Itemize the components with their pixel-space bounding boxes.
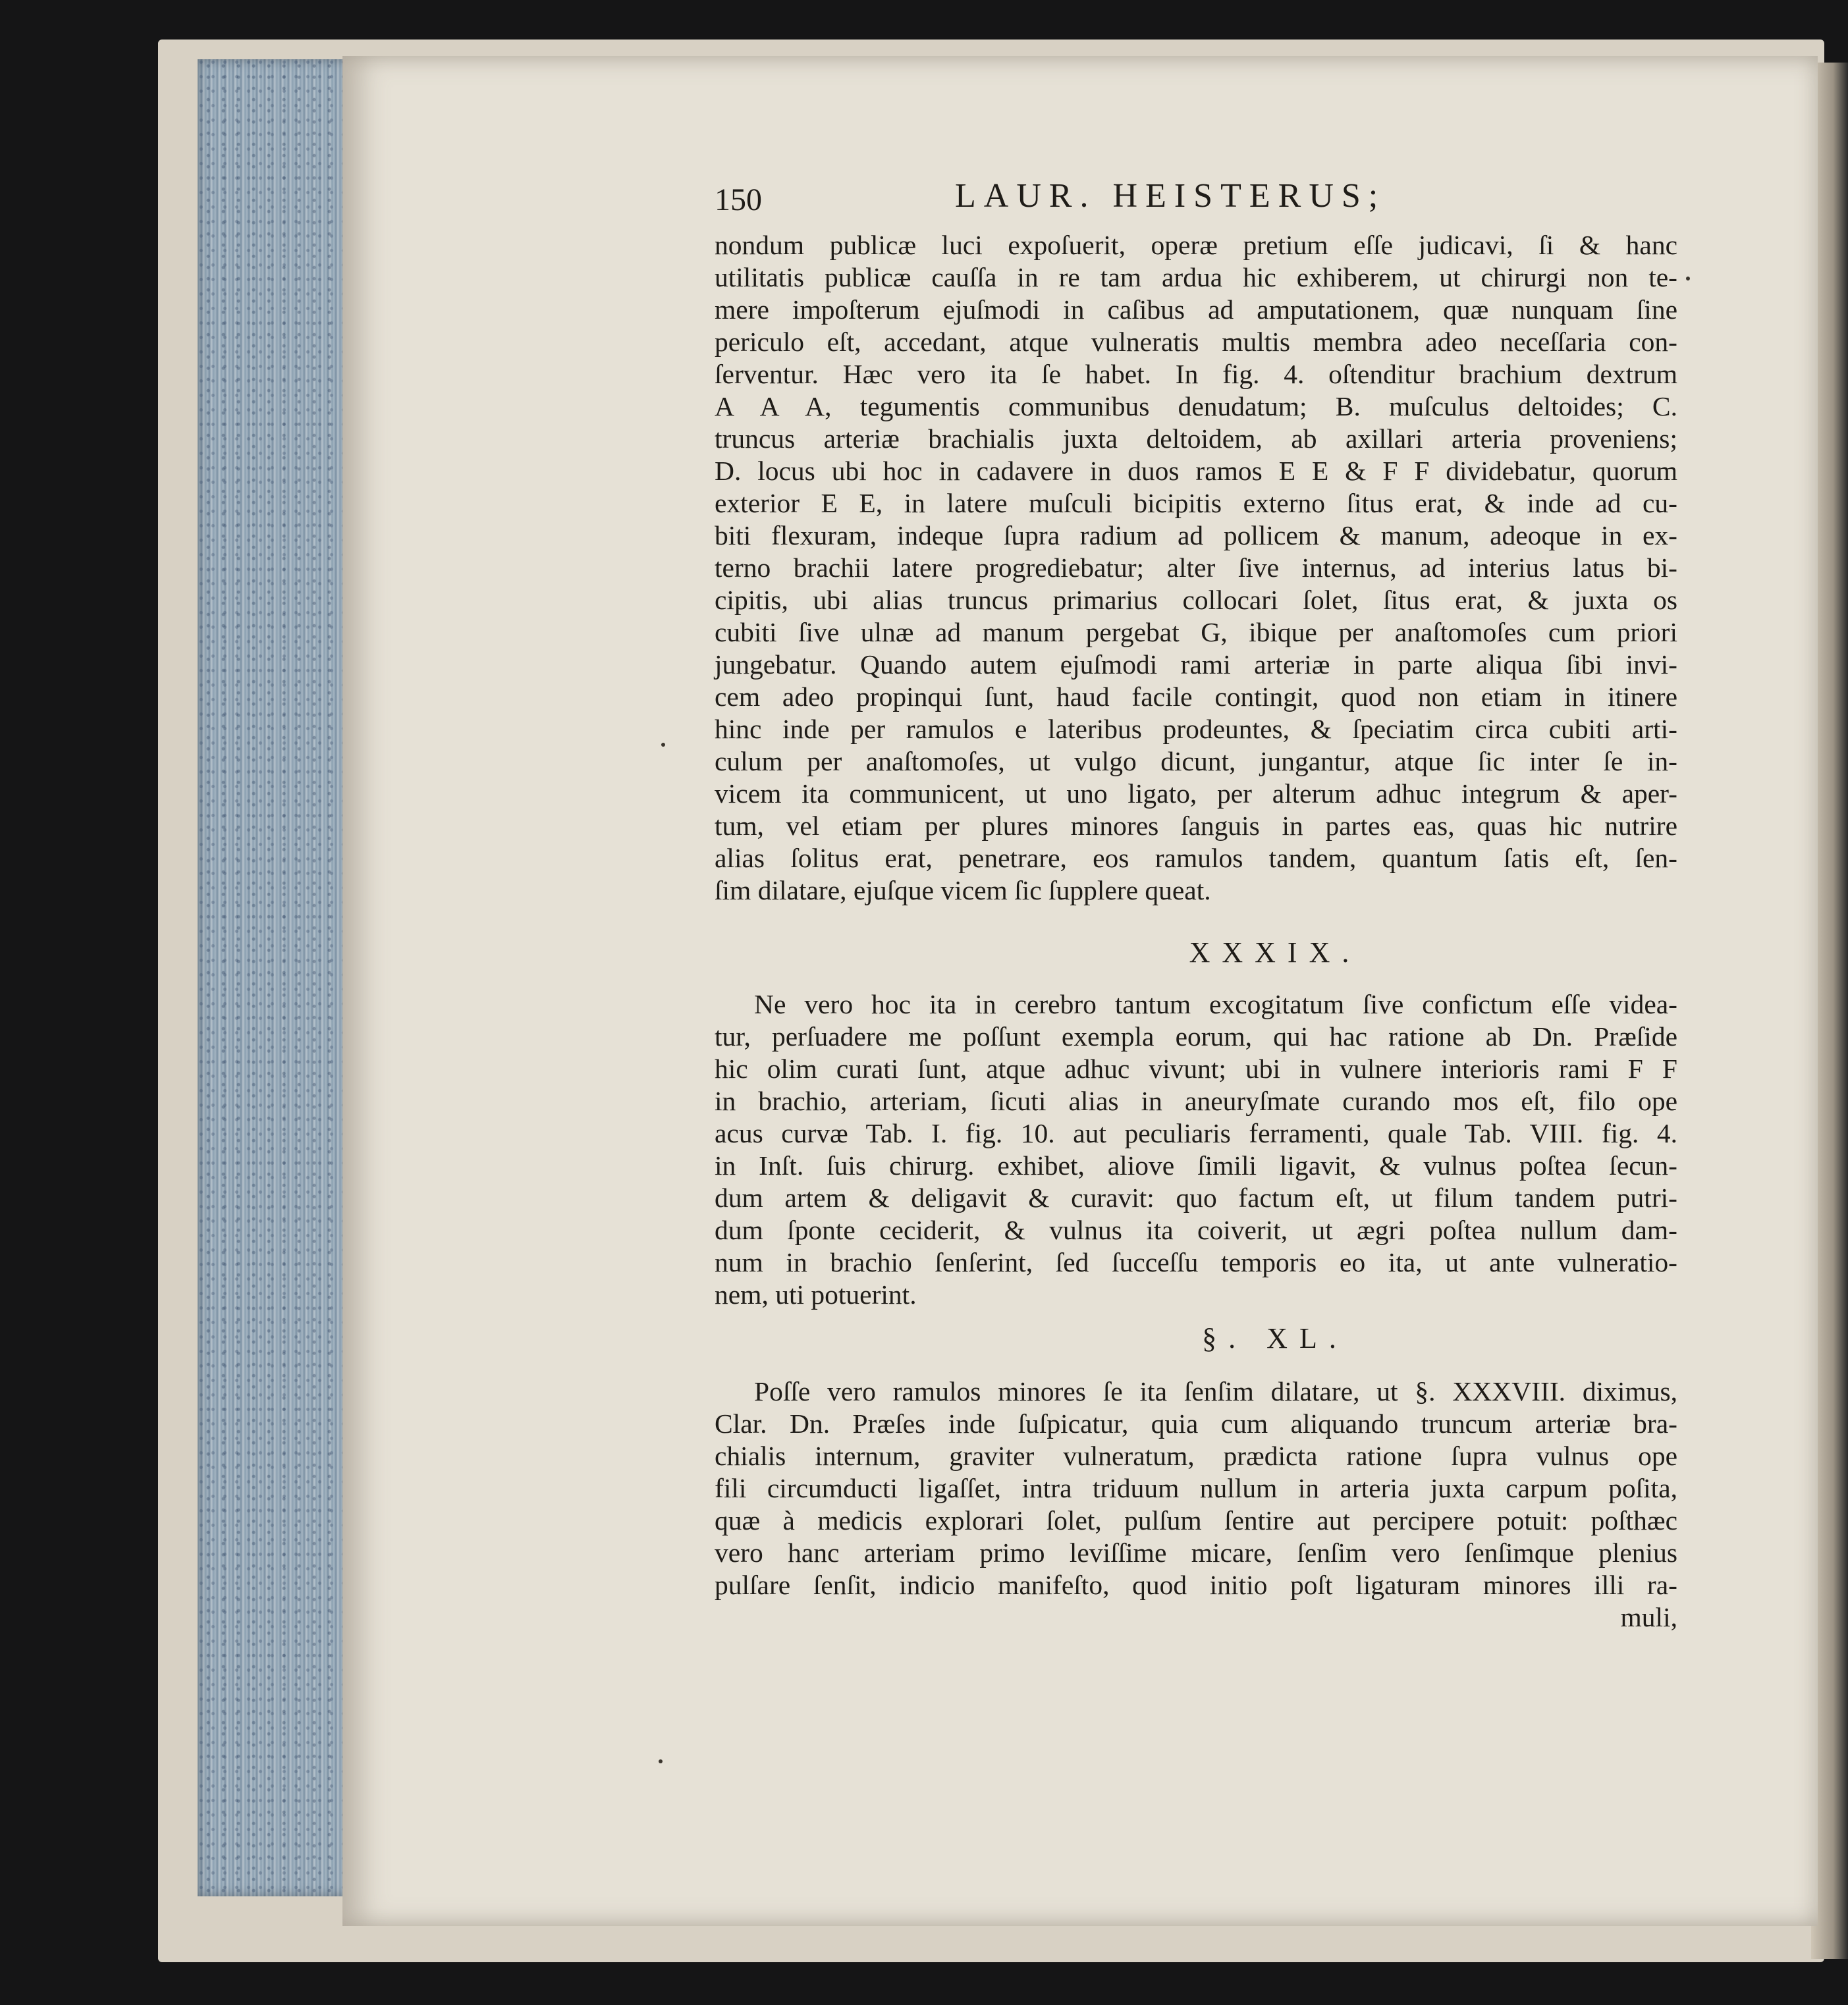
text-line: vicem ita communicent, ut uno ligato, per alterum adhuc integrum & aper- [715, 778, 1677, 809]
text-line: ſerventur. Hæc vero ita ſe habet. In fig. 4. oſtenditur brachium dextrum [715, 359, 1677, 389]
text-line: acus curvæ Tab. I. fig. 10. aut peculiaris ferramenti, quale Tab. VIII. fig. 4. [715, 1118, 1677, 1148]
ink-speck [1686, 277, 1690, 281]
text-line: utilitatis publicæ cauſſa in re tam ardua hic exhiberem, ut chirurgi non te- [715, 262, 1677, 292]
text-line: culum per anaſtomoſes, ut vulgo dicunt, jungantur, atque ſic inter ſe in- [715, 746, 1677, 776]
ink-speck [659, 1759, 663, 1763]
text-line: D. locus ubi hoc in cadavere in duos ramos E E & F F dividebatur, quorum [715, 456, 1677, 486]
running-title: LAUR. HEISTERUS; [955, 177, 1386, 215]
text-line: jungebatur. Quando autem ejuſmodi rami arteriæ in parte aliqua ſibi invi- [715, 649, 1677, 680]
text-line: tur, perſuadere me poſſunt exempla eorum, qui hac ratione ab Dn. Præſide [715, 1021, 1677, 1052]
text-line: tum, vel etiam per plures minores ſanguis in partes eas, quas hic nutrire [715, 811, 1677, 841]
paragraph-2 [715, 988, 1677, 1311]
running-head [715, 176, 1677, 229]
text-line: cipitis, ubi alias truncus primarius collocari ſolet, ſitus erat, & juxta os [715, 585, 1677, 615]
text-line: quæ à medicis explorari ſolet, pulſum ſentire aut percipere potuit: poſthæc [715, 1505, 1677, 1536]
text-line: nem, uti potuerint. [715, 1279, 917, 1310]
text-line: truncus arteriæ brachialis juxta deltoidem, ab axillari arteria proveniens; [715, 423, 1677, 454]
text-line: pulſare ſenſit, indicio manifeſto, quod initio poſt ligaturam minores illi ra- [715, 1570, 1677, 1600]
text-line: chialis internum, graviter vulneratum, prædicta ratione ſupra vulnus ope [715, 1441, 1677, 1471]
section-heading-39: XXXIX. [1189, 936, 1361, 969]
text-line: vero hanc arteriam primo leviſſime micare, ſenſim vero ſenſimque plenius [715, 1537, 1677, 1568]
text-line: terno brachii latere progrediebatur; alter ſive internus, ad interius latus bi- [715, 552, 1677, 583]
text-block [715, 176, 1677, 1634]
text-line: fili circumducti ligaſſet, intra triduum nullum in arteria juxta carpum poſita, [715, 1473, 1677, 1503]
paragraph-1 [715, 229, 1677, 907]
text-line: alias ſolitus erat, penetrare, eos ramulos tandem, quantum ſatis eſt, ſen- [715, 843, 1677, 873]
catchword: muli, [1620, 1602, 1677, 1632]
text-line: hinc inde per ramulos e lateribus prodeuntes, & ſpeciatim circa cubiti arti- [715, 714, 1677, 744]
text-line: exterior E E, in latere muſculi bicipitis externo ſitus erat, & inde ad cu- [715, 488, 1677, 518]
text-line: in brachio, arteriam, ſicuti alias in aneuryſmate curando mos eſt, filo ope [715, 1086, 1677, 1116]
text-line: in Inſt. ſuis chirurg. exhibet, aliove ſimili ligavit, & vulnus poſtea ſecun- [715, 1150, 1677, 1181]
text-line: nondum publicæ luci expoſuerit, operæ pretium eſſe judicavi, ſi & hanc [715, 230, 1677, 260]
text-line: num in brachio ſenſerint, ſed ſucceſſu temporis eo ita, ut ante vulneratio- [715, 1247, 1677, 1277]
text-line: dum artem & deligavit & curavit: quo factum eſt, ut filum tandem putri- [715, 1183, 1677, 1213]
text-line: biti flexuram, indeque ſupra radium ad pollicem & manum, adeoque in ex- [715, 520, 1677, 550]
page-number: 150 [715, 182, 762, 217]
text-line: hic olim curati ſunt, atque adhuc vivunt; ubi in vulnere interioris rami F F [715, 1054, 1677, 1084]
page-edges [198, 59, 349, 1896]
text-line: dum ſponte ceciderit, & vulnus ita coiverit, ut ægri poſtea nullum dam- [715, 1215, 1677, 1245]
text-line: mere impoſterum ejuſmodi in caſibus ad amputationem, quæ nunquam ſine [715, 294, 1677, 325]
text-line: Ne vero hoc ita in cerebro tantum excogitatum ſive confictum eſſe videa- [754, 989, 1677, 1019]
ink-speck [661, 743, 665, 747]
text-line: ſim dilatare, ejuſque vicem ſic ſupplere queat. [715, 875, 1211, 905]
paragraph-3 [715, 1376, 1677, 1634]
text-line: Clar. Dn. Præſes inde ſuſpicatur, quia cum aliquando truncum arteriæ bra- [715, 1408, 1677, 1439]
section-heading-40: §. XL. [1202, 1322, 1348, 1354]
text-line: Poſſe vero ramulos minores ſe ita ſenſim dilatare, ut §. XXXVIII. diximus, [754, 1376, 1677, 1406]
text-line: cem adeo propinqui ſunt, haud facile contingit, quod non etiam in itinere [715, 682, 1677, 712]
text-line: cubiti ſive ulnæ ad manum pergebat G, ibique per anaſtomoſes cum priori [715, 617, 1677, 647]
text-line: periculo eſt, accedant, atque vulneratis multis membra adeo neceſſaria con- [715, 327, 1677, 357]
text-line: A A A, tegumentis communibus denudatum; B. muſculus deltoides; C. [715, 391, 1677, 421]
